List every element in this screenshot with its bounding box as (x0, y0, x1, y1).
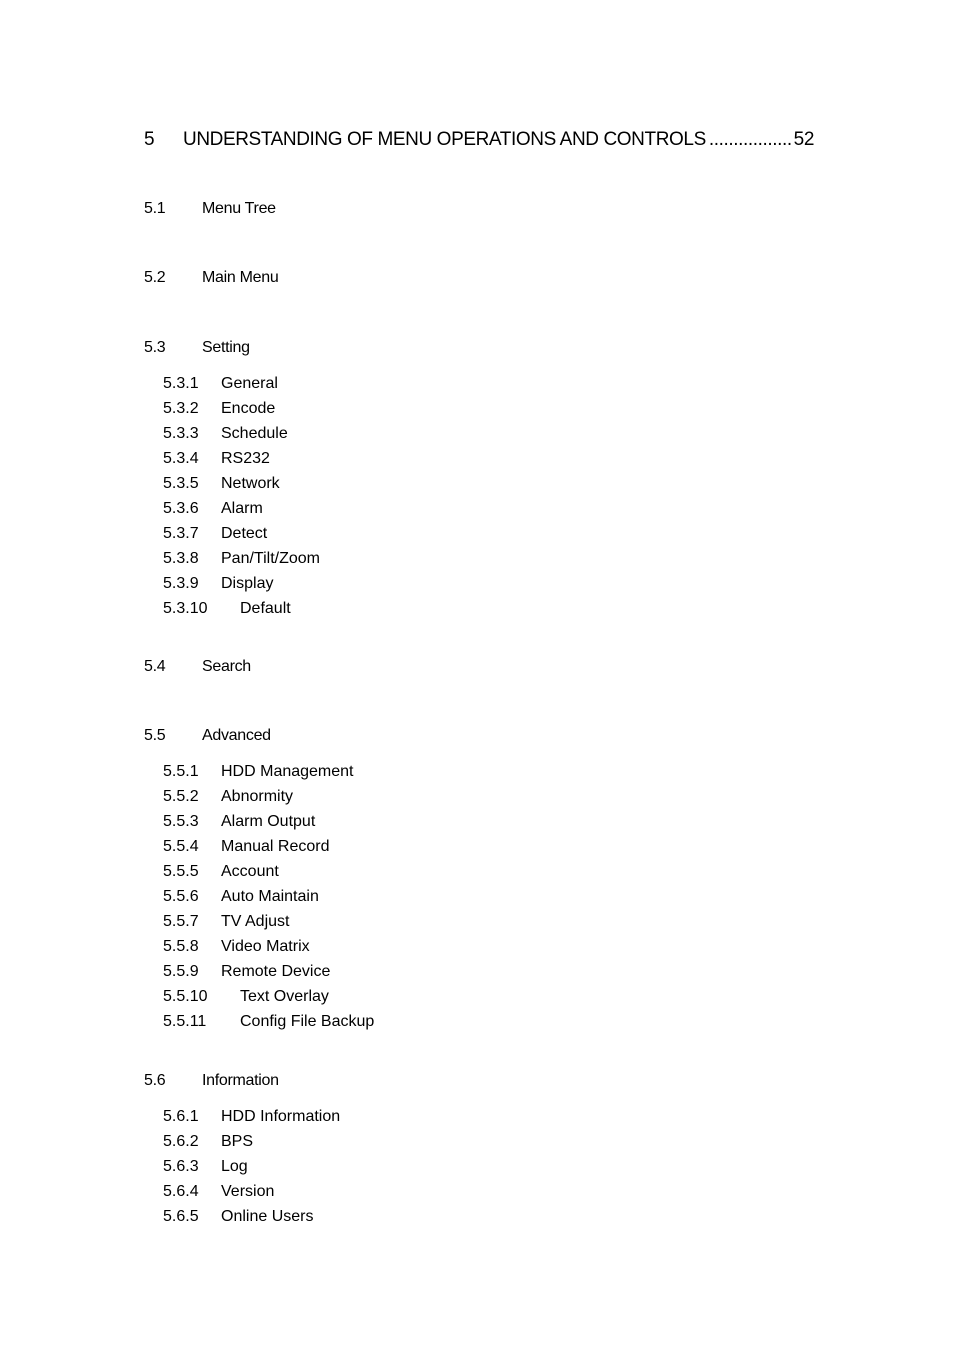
subsection-title: Version (221, 1183, 275, 1200)
subsection-title: Display (221, 575, 274, 592)
toc-subsection-entry[interactable] (163, 813, 315, 831)
section-number: 5.3 (144, 339, 166, 356)
toc-subsection-entry[interactable] (163, 1108, 340, 1126)
subsection-number: 5.5.5 (163, 863, 199, 880)
subsection-number: 5.5.2 (163, 788, 199, 805)
toc-subsection-entry[interactable] (163, 938, 310, 956)
subsection-title: General (221, 375, 278, 392)
subsection-title: TV Adjust (221, 913, 290, 930)
subsection-title: Abnormity (221, 788, 294, 805)
subsection-number: 5.3.4 (163, 450, 199, 467)
section-number: 5.2 (144, 269, 166, 286)
toc-chapter-entry[interactable] (144, 129, 814, 155)
subsection-title: Encode (221, 400, 276, 417)
section-number: 5.4 (144, 658, 166, 675)
subsection-title: Log (221, 1158, 248, 1175)
section-title: Main Menu (202, 269, 279, 286)
subsection-number: 5.3.6 (163, 500, 199, 517)
subsection-number: 5.3.7 (163, 525, 199, 542)
subsection-number: 5.5.8 (163, 938, 199, 955)
section-title: Search (202, 658, 251, 675)
toc-section-entry[interactable] (144, 200, 276, 218)
subsection-number: 5.3.5 (163, 475, 199, 492)
subsection-title: Account (221, 863, 279, 880)
subsection-title: BPS (221, 1133, 254, 1150)
subsection-title: Alarm (221, 500, 263, 517)
subsection-number: 5.5.4 (163, 838, 199, 855)
subsection-number: 5.5.6 (163, 888, 199, 905)
subsection-title: Config File Backup (240, 1013, 375, 1030)
subsection-title: Schedule (221, 425, 288, 442)
toc-subsection-entry[interactable] (163, 500, 263, 518)
section-title: Information (202, 1072, 279, 1089)
subsection-number: 5.5.10 (163, 988, 208, 1005)
toc-subsection-entry[interactable] (163, 550, 320, 568)
subsection-title: Text Overlay (240, 988, 329, 1005)
subsection-number: 5.3.10 (163, 600, 208, 617)
subsection-number: 5.5.11 (163, 1013, 207, 1030)
subsection-title: Manual Record (221, 838, 330, 855)
toc-subsection-entry[interactable] (163, 1158, 248, 1176)
subsection-number: 5.5.9 (163, 963, 199, 980)
subsection-number: 5.6.2 (163, 1133, 199, 1150)
toc-section-entry[interactable] (144, 339, 250, 357)
subsection-number: 5.5.7 (163, 913, 199, 930)
subsection-number: 5.6.4 (163, 1183, 199, 1200)
subsection-title: RS232 (221, 450, 270, 467)
subsection-number: 5.3.8 (163, 550, 199, 567)
section-title: Advanced (202, 727, 271, 744)
subsection-title: Online Users (221, 1208, 314, 1225)
toc-subsection-entry[interactable] (163, 375, 278, 393)
toc-subsection-entry[interactable] (163, 1208, 313, 1226)
subsection-number: 5.6.3 (163, 1158, 199, 1175)
chapter-title: UNDERSTANDING OF MENU OPERATIONS AND CONTROLS (183, 129, 706, 150)
toc-subsection-entry[interactable] (163, 863, 279, 881)
toc-subsection-entry[interactable] (163, 788, 293, 806)
toc-subsection-entry[interactable] (163, 575, 273, 593)
toc-subsection-entry[interactable] (163, 425, 288, 443)
subsection-number: 5.3.3 (163, 425, 199, 442)
toc-subsection-entry[interactable] (163, 1133, 253, 1151)
subsection-number: 5.5.1 (163, 763, 199, 780)
subsection-title: HDD Information (221, 1108, 341, 1125)
subsection-title: HDD Management (221, 763, 354, 780)
toc-subsection-entry[interactable] (163, 475, 280, 493)
subsection-title: Default (240, 600, 291, 617)
subsection-number: 5.5.3 (163, 813, 199, 830)
toc-section-entry[interactable] (144, 269, 278, 287)
subsection-number: 5.3.2 (163, 400, 199, 417)
subsection-number: 5.6.5 (163, 1208, 199, 1225)
section-title: Setting (202, 339, 250, 356)
dot-leader (709, 129, 792, 151)
toc-subsection-entry[interactable] (163, 1183, 274, 1201)
toc-section-entry[interactable] (144, 658, 251, 676)
toc-subsection-entry[interactable] (163, 963, 330, 981)
toc-subsection-entry[interactable] (163, 600, 291, 618)
section-number: 5.6 (144, 1072, 166, 1089)
subsection-title: Auto Maintain (221, 888, 319, 905)
subsection-number: 5.3.1 (163, 375, 199, 392)
section-number: 5.5 (144, 727, 166, 744)
subsection-title: Remote Device (221, 963, 331, 980)
toc-subsection-entry[interactable] (163, 525, 267, 543)
chapter-number: 5 (144, 129, 155, 150)
chapter-page-number: 52 (793, 129, 814, 150)
subsection-number: 5.6.1 (163, 1108, 199, 1125)
toc-subsection-entry[interactable] (163, 913, 289, 931)
subsection-number: 5.3.9 (163, 575, 199, 592)
toc-subsection-entry[interactable] (163, 400, 275, 418)
section-number: 5.1 (144, 200, 166, 217)
toc-subsection-entry[interactable] (163, 450, 270, 468)
toc-subsection-entry[interactable] (163, 888, 319, 906)
toc-section-entry[interactable] (144, 727, 271, 745)
toc-section-entry[interactable] (144, 1072, 279, 1090)
subsection-title: Video Matrix (221, 938, 310, 955)
toc-subsection-entry[interactable] (163, 1013, 374, 1031)
toc-subsection-entry[interactable] (163, 763, 354, 781)
subsection-title: Network (221, 475, 280, 492)
toc-subsection-entry[interactable] (163, 838, 330, 856)
subsection-title: Alarm Output (221, 813, 316, 830)
subsection-title: Pan/Tilt/Zoom (221, 550, 320, 567)
section-title: Menu Tree (202, 200, 276, 217)
toc-subsection-entry[interactable] (163, 988, 329, 1006)
subsection-title: Detect (221, 525, 268, 542)
